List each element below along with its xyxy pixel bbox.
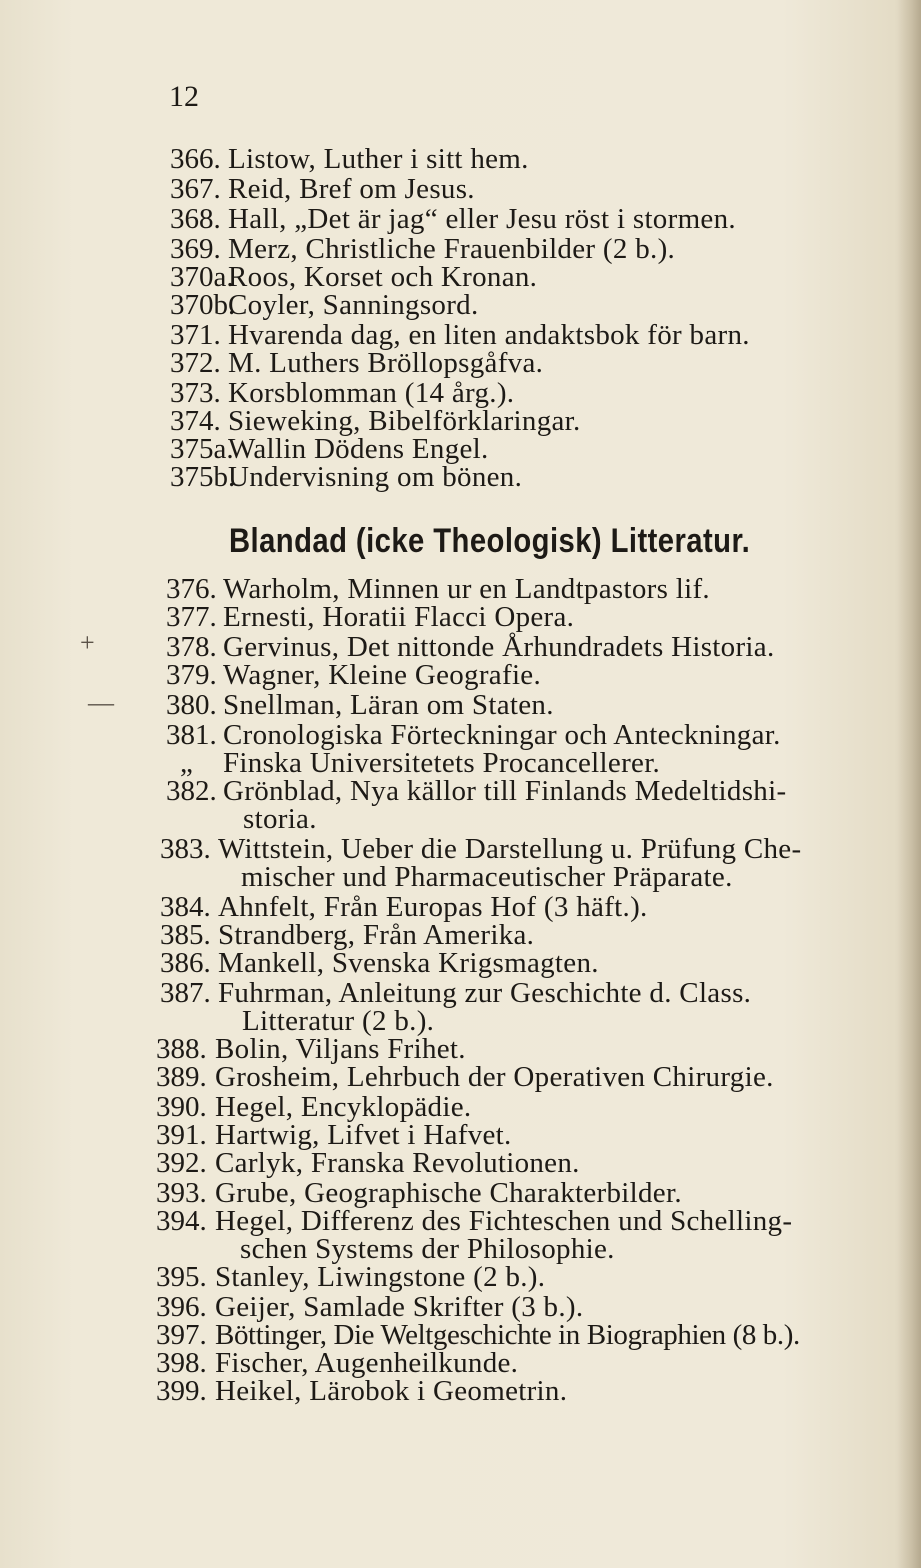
- entry-text: Warholm, Minnen ur en Landtpastors lif.: [223, 573, 710, 605]
- entry-number: 389.: [156, 1061, 207, 1093]
- entry-continuation: schen Systems der Philosophie.: [240, 1233, 615, 1265]
- entry-number: 395.: [156, 1261, 207, 1293]
- entry-text: Böttinger, Die Weltgeschichte in Biographien (8 b.).: [215, 1319, 800, 1351]
- entry-number: 374.: [170, 405, 221, 437]
- entry-text: Merz, Christliche Frauenbilder (2 b.).: [228, 233, 676, 265]
- entry-text: Listow, Luther i sitt hem.: [228, 143, 529, 175]
- entry-number: 391.: [156, 1119, 207, 1151]
- entry-number: 383.: [160, 833, 211, 865]
- margin-dash-mark: —: [88, 688, 114, 717]
- entry-text: Stanley, Liwingstone (2 b.).: [215, 1261, 546, 1293]
- entry-number: 369.: [170, 233, 221, 265]
- entry-text: Heikel, Lärobok i Geometrin.: [215, 1375, 568, 1407]
- entry-number: 379.: [166, 659, 217, 691]
- entry-number: 370a.: [170, 261, 234, 293]
- entry-text: Sieweking, Bibelförklaringar.: [228, 405, 581, 437]
- entry-text: Reid, Bref om Jesus.: [228, 173, 475, 205]
- entry-number: 378.: [166, 631, 217, 663]
- entry-text: Fuhrman, Anleitung zur Geschichte d. Class.: [218, 977, 752, 1009]
- entry-text: Hegel, Encyklopädie.: [215, 1091, 472, 1123]
- entry-text: Grönblad, Nya källor till Finlands Medeltidshi-: [223, 775, 787, 807]
- entry-text: Hall, „Det är jag“ eller Jesu röst i stormen.: [228, 203, 736, 235]
- entry-text: Wallin Dödens Engel.: [228, 433, 489, 465]
- entry-number: „: [180, 747, 193, 779]
- entry-text: Cronologiska Förteckningar och Anteckningar.: [223, 719, 781, 751]
- entry-number: 387.: [160, 977, 211, 1009]
- entry-number: 384.: [160, 891, 211, 923]
- entry-number: 366.: [170, 143, 221, 175]
- entry-number: 388.: [156, 1033, 207, 1065]
- margin-plus-mark: +: [80, 628, 95, 657]
- entry-text: Grube, Geographische Charakterbilder.: [215, 1177, 682, 1209]
- entry-number: 382.: [166, 775, 217, 807]
- entry-number: 367.: [170, 173, 221, 205]
- entry-continuation: Litteratur (2 b.).: [242, 1005, 435, 1037]
- entry-text: Korsblomman (14 årg.).: [228, 377, 515, 409]
- entry-number: 368.: [170, 203, 221, 235]
- entry-number: 399.: [156, 1375, 207, 1407]
- entry-text: Geijer, Samlade Skrifter (3 b.).: [215, 1291, 584, 1323]
- entry-number: 394.: [156, 1205, 207, 1237]
- entry-continuation: mischer und Pharmaceutischer Präparate.: [241, 861, 733, 893]
- entry-text: Roos, Korset och Kronan.: [228, 261, 538, 293]
- entry-text: Snellman, Läran om Staten.: [223, 689, 554, 721]
- entry-text: Wagner, Kleine Geografie.: [223, 659, 542, 691]
- entry-number: 393.: [156, 1177, 207, 1209]
- entry-text: Finska Universitetets Procancellerer.: [223, 747, 661, 779]
- entry-number: 372.: [170, 347, 221, 379]
- entry-text: Hegel, Differenz des Fichteschen und Schelling-: [215, 1205, 793, 1237]
- entry-number: 373.: [170, 377, 221, 409]
- entry-text: Grosheim, Lehrbuch der Operativen Chirurgie.: [215, 1061, 774, 1093]
- entry-number: 380.: [166, 689, 217, 721]
- entry-continuation: storia.: [243, 803, 317, 835]
- entry-number: 390.: [156, 1091, 207, 1123]
- entry-number: 371.: [170, 319, 221, 351]
- entry-number: 370b.: [170, 289, 236, 321]
- section-heading: Blandad (icke Theologisk) Litteratur.: [229, 522, 751, 560]
- entry-number: 396.: [156, 1291, 207, 1323]
- entry-number: 386.: [160, 947, 211, 979]
- entry-text: Hartwig, Lifvet i Hafvet.: [215, 1119, 512, 1151]
- entry-number: 381.: [166, 719, 217, 751]
- entry-text: Gervinus, Det nittonde Århundradets Historia.: [223, 631, 775, 663]
- entry-number: 398.: [156, 1347, 207, 1379]
- entry-number: 376.: [166, 573, 217, 605]
- entry-text: Fischer, Augenheilkunde.: [215, 1347, 519, 1379]
- page-number: 12: [169, 80, 199, 113]
- entry-text: Ahnfelt, Från Europas Hof (3 häft.).: [218, 891, 648, 923]
- entry-number: 397.: [156, 1319, 207, 1351]
- entry-text: M. Luthers Bröllopsgåfva.: [228, 347, 544, 379]
- entry-number: 385.: [160, 919, 211, 951]
- entry-text: Strandberg, Från Amerika.: [218, 919, 535, 951]
- entry-text: Undervisning om bönen.: [228, 461, 523, 493]
- entry-number: 392.: [156, 1147, 207, 1179]
- entry-text: Bolin, Viljans Frihet.: [215, 1033, 466, 1065]
- entry-text: Mankell, Svenska Krigsmagten.: [218, 947, 599, 979]
- entry-number: 377.: [166, 601, 217, 633]
- entry-number: 375a.: [170, 433, 234, 465]
- page-edge-shadow: [897, 0, 921, 1568]
- entry-text: Hvarenda dag, en liten andaktsbok för barn.: [228, 319, 750, 351]
- entry-text: Coyler, Sanningsord.: [228, 289, 479, 321]
- entry-number: 375b.: [170, 461, 236, 493]
- entry-text: Carlyk, Franska Revolutionen.: [215, 1147, 580, 1179]
- entry-text: Wittstein, Ueber die Darstellung u. Prüfung Che-: [218, 833, 802, 865]
- entry-text: Ernesti, Horatii Flacci Opera.: [223, 601, 575, 633]
